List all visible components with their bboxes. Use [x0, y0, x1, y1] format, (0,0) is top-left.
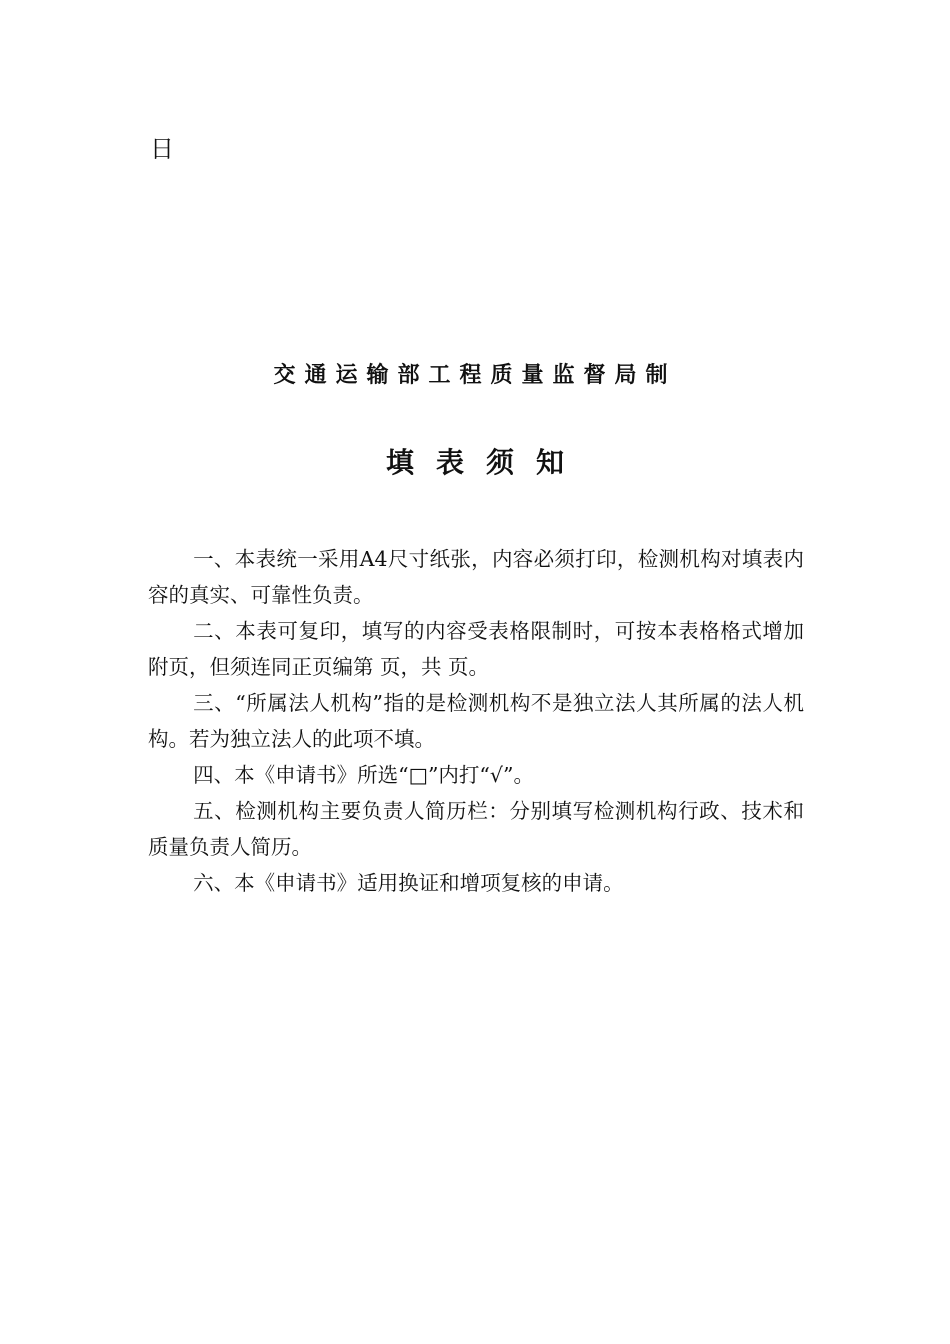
instruction-item: 一、本表统一采用A4尺寸纸张，内容必须打印，检测机构对填表内容的真实、可靠性负责。 [148, 547, 804, 607]
notice-title: 填表须知 [385, 446, 586, 479]
instruction-item: 六、本《申请书》适用换证和增项复核的申请。 [193, 871, 624, 895]
issuer-line: 交通运输部工程质量监督局制 [273, 362, 677, 388]
instructions-list [148, 541, 804, 901]
instruction-item: 四、本《申请书》所选“□”内打“√”。 [193, 763, 534, 787]
instruction-item: 三、“所属法人机构”指的是检测机构不是独立法人其所属的法人机构。若为独立法人的此项不填。 [148, 691, 804, 751]
instruction-item: 五、检测机构主要负责人简历栏：分别填写检测机构行政、技术和质量负责人简历。 [148, 799, 804, 859]
date-fragment: 日 [150, 135, 174, 163]
instruction-item: 二、本表可复印，填写的内容受表格限制时，可按本表格格式增加附页，但须连同正页编第 页，共 页。 [148, 619, 804, 679]
